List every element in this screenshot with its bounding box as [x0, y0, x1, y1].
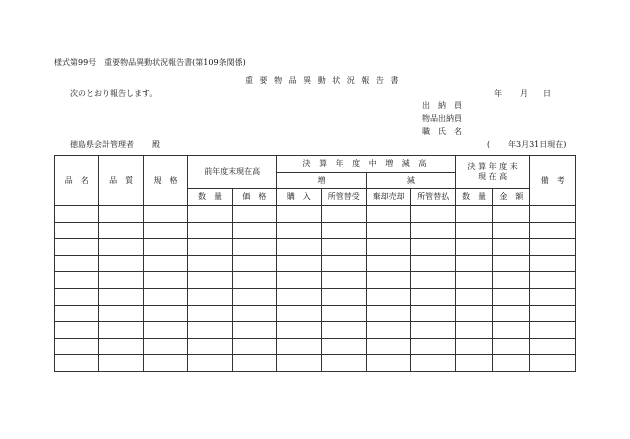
table-row	[55, 239, 576, 256]
sub-purchase: 購 入	[277, 189, 321, 206]
table-cell[interactable]	[530, 239, 576, 256]
table-row	[55, 322, 576, 339]
header-quality: 品 質	[99, 156, 143, 206]
report-table	[54, 155, 576, 372]
table-cell[interactable]	[493, 288, 530, 305]
table-cell[interactable]	[321, 206, 366, 223]
table-cell[interactable]	[99, 355, 143, 372]
table-cell[interactable]	[188, 355, 232, 372]
table-cell[interactable]	[232, 206, 276, 223]
table-cell[interactable]	[411, 272, 455, 289]
table-cell[interactable]	[366, 288, 410, 305]
table-cell[interactable]	[455, 305, 492, 322]
as-of-date: 年3月31日現在)	[508, 140, 567, 149]
table-cell[interactable]	[55, 272, 99, 289]
table-cell[interactable]	[188, 305, 232, 322]
table-body	[55, 206, 576, 372]
table-cell[interactable]	[530, 338, 576, 355]
table-cell[interactable]	[493, 272, 530, 289]
table-cell[interactable]	[277, 288, 321, 305]
table-cell[interactable]	[277, 255, 321, 272]
table-cell[interactable]	[143, 255, 187, 272]
table-cell[interactable]	[411, 239, 455, 256]
sub-end-amount: 金 額	[493, 189, 530, 206]
official-position-name: 職 氏 名	[422, 127, 462, 136]
table-cell[interactable]	[493, 255, 530, 272]
table-cell[interactable]	[55, 305, 99, 322]
table-cell[interactable]	[321, 338, 366, 355]
date-day-label: 日	[543, 89, 551, 98]
table-cell[interactable]	[493, 206, 530, 223]
table-cell[interactable]	[493, 239, 530, 256]
table-cell[interactable]	[99, 305, 143, 322]
table-cell[interactable]	[455, 272, 492, 289]
table-cell[interactable]	[321, 322, 366, 339]
table-cell[interactable]	[411, 355, 455, 372]
table-cell[interactable]	[493, 322, 530, 339]
table-cell[interactable]	[55, 338, 99, 355]
table-cell[interactable]	[188, 255, 232, 272]
table-cell[interactable]	[277, 338, 321, 355]
table-cell[interactable]	[455, 322, 492, 339]
form-number: 様式第99号 重要物品異動状況報告書(第109条関係)	[54, 58, 246, 67]
table-row	[55, 355, 576, 372]
table-cell[interactable]	[55, 322, 99, 339]
table-row	[55, 338, 576, 355]
table-cell[interactable]	[530, 288, 576, 305]
table-cell[interactable]	[321, 222, 366, 239]
date-month-label: 月	[520, 89, 528, 98]
table-cell[interactable]	[55, 222, 99, 239]
table-cell[interactable]	[455, 222, 492, 239]
header-decrease: 減	[366, 173, 455, 189]
table-cell[interactable]	[99, 322, 143, 339]
table-cell[interactable]	[455, 355, 492, 372]
table-cell[interactable]	[366, 255, 410, 272]
table-cell[interactable]	[143, 239, 187, 256]
official-cashier: 出 納 員	[422, 101, 462, 110]
table-cell[interactable]	[188, 272, 232, 289]
table-cell[interactable]	[366, 305, 410, 322]
table-cell[interactable]	[366, 206, 410, 223]
table-cell[interactable]	[493, 222, 530, 239]
table-cell[interactable]	[188, 322, 232, 339]
table-cell[interactable]	[493, 305, 530, 322]
table-cell[interactable]	[55, 255, 99, 272]
table-cell[interactable]	[188, 222, 232, 239]
table-cell[interactable]	[366, 355, 410, 372]
table-cell[interactable]	[99, 272, 143, 289]
table-cell[interactable]	[232, 255, 276, 272]
table-cell[interactable]	[143, 222, 187, 239]
table-cell[interactable]	[455, 288, 492, 305]
table-cell[interactable]	[143, 272, 187, 289]
table-cell[interactable]	[366, 338, 410, 355]
table-cell[interactable]	[143, 322, 187, 339]
sub-end-quantity: 数 量	[455, 189, 492, 206]
as-of-open-paren: (	[487, 140, 491, 149]
table-cell[interactable]	[321, 288, 366, 305]
table-cell[interactable]	[493, 338, 530, 355]
table-cell[interactable]	[455, 206, 492, 223]
table-cell[interactable]	[99, 288, 143, 305]
sub-price: 価 格	[232, 189, 276, 206]
table-cell[interactable]	[455, 255, 492, 272]
table-cell[interactable]	[143, 338, 187, 355]
table-cell[interactable]	[366, 272, 410, 289]
table-cell[interactable]	[493, 355, 530, 372]
sub-quantity: 数 量	[188, 189, 232, 206]
table-cell[interactable]	[455, 338, 492, 355]
table-row	[55, 206, 576, 223]
table-cell[interactable]	[232, 355, 276, 372]
sub-transfer-out: 所管替払	[411, 189, 455, 206]
table-cell[interactable]	[411, 206, 455, 223]
table-cell[interactable]	[55, 288, 99, 305]
addressee-honorific: 殿	[152, 140, 160, 149]
table-cell[interactable]	[99, 222, 143, 239]
table-row	[55, 305, 576, 322]
table-cell[interactable]	[321, 272, 366, 289]
sub-transfer-in: 所管替受	[321, 189, 366, 206]
table-cell[interactable]	[366, 222, 410, 239]
table-cell[interactable]	[321, 239, 366, 256]
table-cell[interactable]	[411, 255, 455, 272]
table-cell[interactable]	[530, 222, 576, 239]
table-cell[interactable]	[143, 305, 187, 322]
table-cell[interactable]	[277, 355, 321, 372]
table-cell[interactable]	[55, 355, 99, 372]
table-row	[55, 222, 576, 239]
table-cell[interactable]	[232, 338, 276, 355]
table-cell[interactable]	[530, 305, 576, 322]
header-item-name: 品 名	[55, 156, 99, 206]
table-cell[interactable]	[277, 272, 321, 289]
table-cell[interactable]	[99, 338, 143, 355]
table-cell[interactable]	[143, 288, 187, 305]
table-cell[interactable]	[232, 239, 276, 256]
table-cell[interactable]	[55, 206, 99, 223]
table-cell[interactable]	[232, 222, 276, 239]
page-title: 重 要 物 品 異 動 状 況 報 告 書	[245, 76, 401, 85]
table-cell[interactable]	[232, 322, 276, 339]
table-cell[interactable]	[455, 239, 492, 256]
table-cell[interactable]	[366, 322, 410, 339]
table-cell[interactable]	[411, 322, 455, 339]
table-cell[interactable]	[321, 305, 366, 322]
header-end-balance: 決 算 年 度 末 現 在 高	[455, 156, 530, 189]
table-cell[interactable]	[277, 305, 321, 322]
table-cell[interactable]	[99, 206, 143, 223]
table-cell[interactable]	[411, 305, 455, 322]
table-cell[interactable]	[232, 288, 276, 305]
table-cell[interactable]	[99, 255, 143, 272]
table-cell[interactable]	[99, 239, 143, 256]
table-cell[interactable]	[55, 239, 99, 256]
official-goods-cashier: 物品出納員	[422, 114, 462, 123]
table-cell[interactable]	[530, 255, 576, 272]
table-cell[interactable]	[277, 239, 321, 256]
table-cell[interactable]	[277, 206, 321, 223]
table-cell[interactable]	[232, 272, 276, 289]
table-cell[interactable]	[366, 239, 410, 256]
table-cell[interactable]	[188, 338, 232, 355]
table-cell[interactable]	[232, 305, 276, 322]
table-cell[interactable]	[277, 222, 321, 239]
table-cell[interactable]	[530, 206, 576, 223]
table-cell[interactable]	[188, 288, 232, 305]
table-cell[interactable]	[188, 239, 232, 256]
table-cell[interactable]	[411, 338, 455, 355]
header-increase: 増	[277, 173, 367, 189]
table-row	[55, 288, 576, 305]
table-row	[55, 272, 576, 289]
table-cell[interactable]	[321, 355, 366, 372]
header-prev-balance: 前年度末現在高	[188, 156, 277, 189]
table-cell[interactable]	[530, 322, 576, 339]
header-change-group: 決 算 年 度 中 増 減 高	[277, 156, 456, 173]
table-cell[interactable]	[143, 206, 187, 223]
table-cell[interactable]	[530, 272, 576, 289]
table-cell[interactable]	[530, 355, 576, 372]
table-cell[interactable]	[411, 288, 455, 305]
header-remarks: 備 考	[530, 156, 576, 206]
table-cell[interactable]	[321, 255, 366, 272]
header-spec: 規 格	[143, 156, 187, 206]
table-row	[55, 255, 576, 272]
date-year-label: 年	[494, 89, 502, 98]
sub-disposal: 棄却売却	[366, 189, 410, 206]
intro-text: 次のとおり報告します。	[70, 89, 158, 98]
addressee-label: 徳島県会計管理者	[70, 140, 134, 149]
table-cell[interactable]	[188, 206, 232, 223]
table-cell[interactable]	[277, 322, 321, 339]
table-cell[interactable]	[143, 355, 187, 372]
table-cell[interactable]	[411, 222, 455, 239]
